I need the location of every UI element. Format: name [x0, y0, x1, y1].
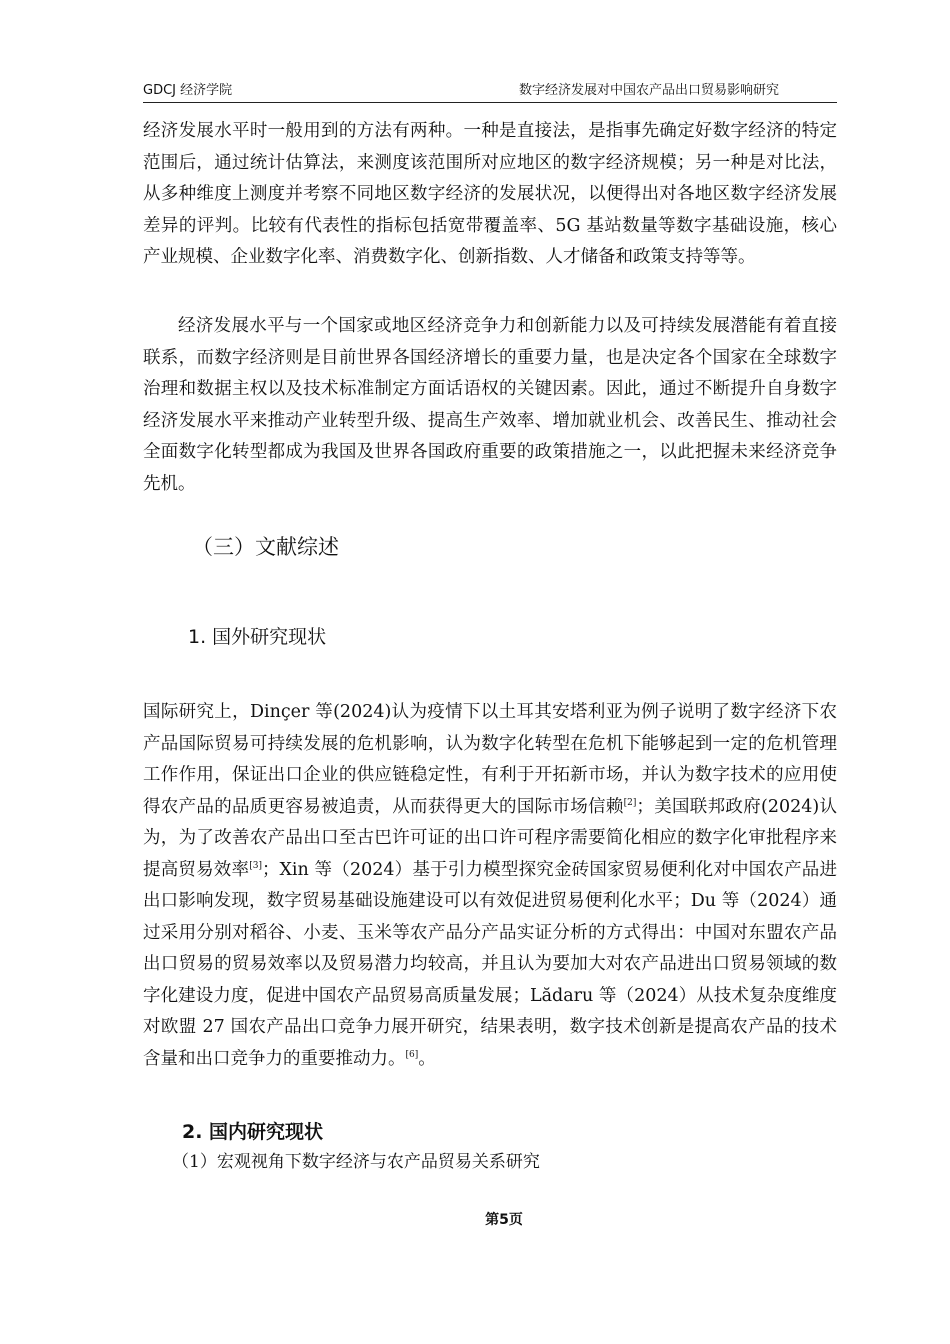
sub-item-macro-perspective: （1）宏观视角下数字经济与农产品贸易关系研究: [172, 1152, 540, 1172]
page-number: 第5页: [485, 1212, 523, 1228]
paragraph-text-part-3: ；Xin 等（2024）基于引力模型探究金砖国家贸易便利化对中国农产品进出口影响发现，数字贸易基础设施建设可以有效促进贸易便利化水平；Du 等（2024）通过采用分别对稻谷、小麦、玉米等农产品分产品实证分析的方式得出：中国对东盟农产品出口贸易的贸易效率以及贸易潜力均较高，并且认为要加大对农产品进出口贸易领域的数字化建设力度，促进中国农产品贸易高质量发展；Lădaru 等（2024）从技术复杂度维度对欧盟 27 国农产品出口竞争力展开研究，结果表明，数字技术创新是提高农产品的技术含量和出口竞争力的重要推动力。: [143, 859, 837, 1069]
subheading-foreign-research: 1. 国外研究现状: [188, 626, 327, 648]
paragraph-text-part-2: ；美国联邦政府(2024)认为，为了改善农产品出口至古巴许可证的出口许可程序需要简化相应的数字化审批程序来提高贸易效率: [143, 796, 837, 880]
citation-3: [3]: [249, 860, 262, 871]
citation-6: [6]: [405, 1049, 419, 1060]
body-paragraph-foreign-research: [143, 697, 837, 1075]
section-heading-literature-review: （三）文献综述: [192, 535, 339, 559]
body-paragraph-1: 经济发展水平时一般用到的方法有两种。一种是直接法，是指事先确定好数字经济的特定范围后，通过统计估算法，来测度该范围所对应地区的数字经济规模；另一种是对比法，从多种维度上测度并考察不同地区数字经济的发展状况，以便得出对各地区数字经济发展差异的评判。比较有代表性的指标包括宽带覆盖率、5G 基站数量等数字基础设施，核心产业规模、企业数字化率、消费数字化、创新指数、人才储备和政策支持等等。: [143, 121, 837, 267]
citation-2: [2]: [623, 797, 637, 808]
header-document-title: 数字经济发展对中国农产品出口贸易影响研究: [518, 83, 779, 98]
paragraph-text-part-4: 。: [418, 1048, 436, 1069]
page-header: [143, 76, 837, 103]
header-institution: GDCJ 经济学院: [143, 83, 233, 98]
subheading-domestic-research: 2. 国内研究现状: [182, 1121, 324, 1143]
body-paragraph-2: 经济发展水平与一个国家或地区经济竞争力和创新能力以及可持续发展潜能有着直接联系，而数字经济则是目前世界各国经济增长的重要力量，也是决定各个国家在全球数字治理和数据主权以及技术标准制定方面话语权的关键因素。因此，通过不断提升自身数字经济发展水平来推动产业转型升级、提高生产效率、增加就业机会、改善民生、推动社会全面数字化转型都成为我国及世界各国政府重要的政策措施之一，以此把握未来经济竞争先机。: [143, 316, 837, 494]
paragraph-text-part-1: 国际研究上，Dinçer 等(2024)认为疫情下以土耳其安塔利亚为例子说明了数字经济下农产品国际贸易可持续发展的危机影响，认为数字化转型在危机下能够起到一定的危机管理工作作用，保证出口企业的供应链稳定性，有利于开拓新市场，并认为数字技术的应用使得农产品的品质更容易被追责，从而获得更大的国际市场信赖: [143, 702, 837, 817]
